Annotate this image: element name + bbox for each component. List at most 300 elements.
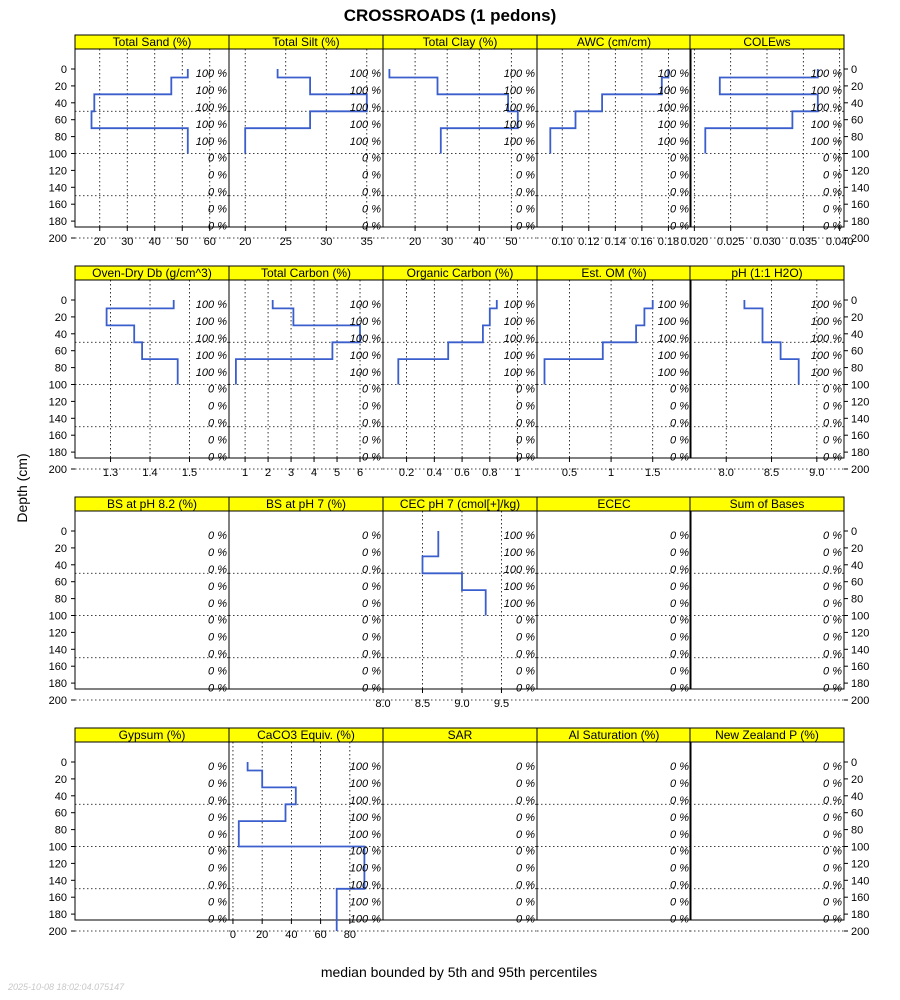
y-tick-label: 80 <box>54 593 67 606</box>
y-tick-label: 180 <box>851 447 870 460</box>
x-tick-label: 4 <box>310 467 318 479</box>
y-tick-label: 140 <box>48 875 67 888</box>
pct-label: 100 % <box>349 68 381 81</box>
pct-label: 0 % <box>823 913 842 926</box>
panel-strip-label: Al Saturation (%) <box>568 728 660 742</box>
y-tick-label: 200 <box>48 233 67 245</box>
pct-label: 100 % <box>810 85 842 98</box>
pct-label: 0 % <box>516 682 535 695</box>
x-tick-label: 0.10 <box>551 236 573 248</box>
pct-label: 0 % <box>823 665 842 678</box>
pct-label: 100 % <box>349 845 381 858</box>
pct-label: 0 % <box>208 417 227 430</box>
x-tick-label: 0.18 <box>657 236 680 248</box>
pct-label: 0 % <box>516 631 535 644</box>
y-tick-label: 40 <box>851 559 864 572</box>
profile-line <box>398 300 497 385</box>
pct-label: 100 % <box>503 333 535 346</box>
pct-label: 100 % <box>349 85 381 98</box>
y-tick-label: 60 <box>54 807 67 820</box>
pct-label: 0 % <box>823 828 842 841</box>
y-tick-label: 40 <box>54 328 67 341</box>
pct-label: 100 % <box>503 102 535 115</box>
pct-label: 100 % <box>195 135 227 148</box>
pct-label: 0 % <box>208 862 227 875</box>
y-tick-label: 0 <box>851 295 858 307</box>
panel-frame <box>537 511 691 689</box>
pct-label: 0 % <box>670 648 689 661</box>
x-tick-label: 0.2 <box>398 467 415 479</box>
x-tick-label: 0.6 <box>454 467 470 479</box>
pct-label: 0 % <box>823 682 842 695</box>
pct-label: 0 % <box>362 434 381 447</box>
pct-label: 100 % <box>349 879 381 892</box>
panel-frame <box>690 511 844 689</box>
pct-label: 100 % <box>503 564 535 577</box>
y-tick-label: 60 <box>851 114 864 127</box>
pct-label: 0 % <box>823 631 842 644</box>
pct-label: 0 % <box>823 383 842 396</box>
pct-label: 0 % <box>208 761 227 774</box>
timestamp: 2025-10-08 18:02:04.075147 <box>8 982 125 992</box>
y-tick-label: 20 <box>54 542 67 555</box>
pct-label: 100 % <box>195 102 227 115</box>
pct-label: 0 % <box>823 761 842 774</box>
x-tick-label: 80 <box>343 929 356 941</box>
x-tick-label: 1.4 <box>142 467 158 479</box>
y-tick-label: 40 <box>851 328 864 341</box>
y-tick-label: 100 <box>851 148 870 161</box>
y-tick-label: 60 <box>54 114 67 127</box>
panel-18 <box>537 728 691 931</box>
pct-label: 0 % <box>516 648 535 661</box>
profile-line <box>389 69 517 154</box>
y-tick-label: 200 <box>851 926 870 938</box>
pct-label: 0 % <box>362 682 381 695</box>
pct-label: 0 % <box>208 648 227 661</box>
pct-label: 0 % <box>362 417 381 430</box>
y-tick-label: 0 <box>851 64 858 76</box>
pct-label: 0 % <box>362 597 381 610</box>
pct-label: 0 % <box>208 614 227 627</box>
pct-label: 0 % <box>823 778 842 791</box>
pct-label: 0 % <box>362 186 381 199</box>
pct-label: 0 % <box>823 203 842 216</box>
x-tick-label: 0.020 <box>680 236 709 248</box>
y-tick-label: 20 <box>851 773 864 786</box>
pct-label: 0 % <box>362 665 381 678</box>
pct-label: 0 % <box>670 417 689 430</box>
x-tick-label: 20 <box>93 236 106 248</box>
y-tick-label: 160 <box>48 199 67 212</box>
pct-label: 0 % <box>670 828 689 841</box>
panel-16 <box>229 728 383 941</box>
pct-label: 100 % <box>195 299 227 312</box>
panel-strip-label: Total Sand (%) <box>112 35 192 49</box>
y-tick-label: 120 <box>851 396 870 409</box>
y-tick-label: 80 <box>851 362 864 375</box>
y-tick-label: 140 <box>48 413 67 426</box>
panel-15 <box>49 728 229 938</box>
y-tick-label: 60 <box>851 345 864 358</box>
pct-label: 0 % <box>670 451 689 464</box>
pct-label: 0 % <box>208 580 227 593</box>
panel-strip-label: CEC pH 7 (cmol[+]/kg) <box>399 497 521 511</box>
pct-label: 0 % <box>516 896 535 909</box>
pct-label: 100 % <box>195 118 227 131</box>
x-tick-label: 8.5 <box>763 467 780 479</box>
x-tick-label: 0.16 <box>631 236 653 248</box>
pct-label: 100 % <box>349 349 381 362</box>
panel-17 <box>383 728 537 931</box>
pct-label: 0 % <box>516 795 535 808</box>
x-tick-label: 40 <box>148 236 161 248</box>
panel-9 <box>690 266 869 479</box>
pct-label: 0 % <box>362 631 381 644</box>
panel-14 <box>690 497 869 707</box>
pct-label: 0 % <box>208 631 227 644</box>
pct-label: 0 % <box>516 383 535 396</box>
pct-label: 0 % <box>208 828 227 841</box>
pct-label: 100 % <box>349 299 381 312</box>
x-axis-label: median bounded by 5th and 95th percentiles <box>320 964 598 980</box>
y-tick-label: 100 <box>851 841 870 854</box>
pct-label: 0 % <box>823 220 842 233</box>
pct-label: 0 % <box>362 580 381 593</box>
panel-strip-label: Total Silt (%) <box>272 35 340 49</box>
y-tick-label: 180 <box>48 678 67 691</box>
y-tick-label: 0 <box>60 526 67 538</box>
pct-label: 100 % <box>810 68 842 81</box>
panel-strip-label: New Zealand P (%) <box>715 728 819 742</box>
pct-label: 0 % <box>670 778 689 791</box>
y-tick-label: 100 <box>48 379 67 392</box>
x-tick-label: 30 <box>121 236 134 248</box>
pct-label: 0 % <box>208 152 227 165</box>
panel-10 <box>49 497 229 707</box>
pct-label: 100 % <box>810 349 842 362</box>
y-tick-label: 20 <box>54 311 67 324</box>
panel-strip-label: SAR <box>447 728 473 742</box>
y-tick-label: 120 <box>851 627 870 640</box>
pct-label: 0 % <box>670 682 689 695</box>
pct-label: 0 % <box>362 152 381 165</box>
panel-strip-label: CaCO3 Equiv. (%) <box>257 728 355 742</box>
panel-strip-label: Total Carbon (%) <box>260 266 352 280</box>
panel-6 <box>229 266 383 479</box>
pct-label: 0 % <box>516 220 535 233</box>
y-tick-label: 200 <box>48 464 67 476</box>
y-tick-label: 180 <box>48 447 67 460</box>
y-tick-label: 180 <box>48 216 67 229</box>
chart-title: CROSSROADS (1 pedons) <box>343 6 557 25</box>
pct-label: 100 % <box>657 85 689 98</box>
y-tick-label: 140 <box>851 413 870 426</box>
pct-label: 0 % <box>823 879 842 892</box>
pct-label: 0 % <box>823 186 842 199</box>
panel-5 <box>49 266 229 479</box>
y-tick-label: 60 <box>54 345 67 358</box>
panel-strip-label: Organic Carbon (%) <box>406 266 514 280</box>
pct-label: 0 % <box>516 152 535 165</box>
y-tick-label: 0 <box>851 526 858 538</box>
pct-label: 100 % <box>349 811 381 824</box>
panel-grid <box>49 35 870 941</box>
pct-label: 100 % <box>810 366 842 379</box>
panel-2 <box>383 35 537 248</box>
x-tick-label: 9.0 <box>809 467 825 479</box>
profile-line <box>545 300 653 385</box>
pct-label: 100 % <box>503 547 535 560</box>
panel-0 <box>49 35 229 248</box>
pct-label: 100 % <box>195 349 227 362</box>
pct-label: 100 % <box>349 333 381 346</box>
y-tick-label: 120 <box>851 858 870 871</box>
pct-label: 0 % <box>823 547 842 560</box>
pct-label: 100 % <box>195 68 227 81</box>
x-tick-label: 0.14 <box>604 236 627 248</box>
pct-label: 0 % <box>823 862 842 875</box>
pct-label: 0 % <box>670 795 689 808</box>
pct-label: 100 % <box>349 761 381 774</box>
panel-strip-label: COLEws <box>743 35 791 49</box>
y-tick-label: 20 <box>851 80 864 93</box>
pct-label: 100 % <box>503 135 535 148</box>
pct-label: 100 % <box>349 778 381 791</box>
panel-strip-label: BS at pH 7 (%) <box>265 497 347 511</box>
pct-label: 100 % <box>503 349 535 362</box>
pct-label: 100 % <box>657 316 689 329</box>
panel-frame <box>383 742 537 920</box>
x-tick-label: 60 <box>203 236 216 248</box>
pct-label: 0 % <box>823 451 842 464</box>
pct-label: 100 % <box>349 118 381 131</box>
y-tick-label: 200 <box>48 695 67 707</box>
x-tick-label: 20 <box>256 929 269 941</box>
pct-label: 0 % <box>516 845 535 858</box>
panel-4 <box>681 35 870 248</box>
pct-label: 100 % <box>503 85 535 98</box>
pct-label: 100 % <box>503 68 535 81</box>
y-tick-label: 160 <box>851 661 870 674</box>
y-tick-label: 140 <box>851 875 870 888</box>
y-tick-label: 160 <box>851 199 870 212</box>
panel-strip-label: Oven-Dry Db (g/cm^3) <box>92 266 212 280</box>
pct-label: 100 % <box>195 85 227 98</box>
pct-label: 100 % <box>810 118 842 131</box>
panel-13 <box>537 497 691 700</box>
y-tick-label: 20 <box>851 311 864 324</box>
pct-label: 0 % <box>670 896 689 909</box>
pct-label: 0 % <box>516 778 535 791</box>
y-tick-label: 20 <box>851 542 864 555</box>
x-tick-label: 40 <box>473 236 486 248</box>
pct-label: 0 % <box>362 547 381 560</box>
pct-label: 0 % <box>670 547 689 560</box>
y-tick-label: 40 <box>54 790 67 803</box>
pct-label: 0 % <box>516 811 535 824</box>
x-tick-label: 2 <box>265 467 272 479</box>
pct-label: 100 % <box>349 862 381 875</box>
pct-label: 0 % <box>516 169 535 182</box>
pct-label: 0 % <box>670 845 689 858</box>
pct-label: 0 % <box>208 682 227 695</box>
pct-label: 100 % <box>503 580 535 593</box>
y-tick-label: 200 <box>851 464 870 476</box>
panel-strip-label: Total Clay (%) <box>422 35 498 49</box>
x-tick-label: 6 <box>356 467 364 479</box>
pct-label: 0 % <box>362 220 381 233</box>
x-tick-label: 0.8 <box>482 467 498 479</box>
pct-label: 100 % <box>349 913 381 926</box>
pct-label: 0 % <box>823 648 842 661</box>
y-tick-label: 80 <box>54 824 67 837</box>
pct-label: 0 % <box>823 795 842 808</box>
x-tick-label: 9.0 <box>454 698 470 710</box>
pct-label: 100 % <box>657 366 689 379</box>
pct-label: 0 % <box>362 451 381 464</box>
y-tick-label: 40 <box>851 97 864 110</box>
y-tick-label: 0 <box>60 757 67 769</box>
y-tick-label: 80 <box>851 131 864 144</box>
pct-label: 0 % <box>516 186 535 199</box>
pct-label: 0 % <box>670 597 689 610</box>
pct-label: 100 % <box>503 118 535 131</box>
y-tick-label: 140 <box>851 644 870 657</box>
y-tick-label: 140 <box>851 182 870 195</box>
y-tick-label: 80 <box>851 593 864 606</box>
x-tick-label: 1 <box>514 467 521 479</box>
pct-label: 100 % <box>349 102 381 115</box>
pct-label: 0 % <box>208 530 227 543</box>
y-tick-label: 160 <box>48 430 67 443</box>
pct-label: 100 % <box>810 135 842 148</box>
pct-label: 100 % <box>349 896 381 909</box>
pct-label: 0 % <box>208 811 227 824</box>
panel-8 <box>537 266 691 479</box>
pct-label: 100 % <box>349 135 381 148</box>
pct-label: 0 % <box>823 400 842 413</box>
pct-label: 0 % <box>208 665 227 678</box>
pct-label: 0 % <box>208 434 227 447</box>
pct-label: 100 % <box>195 316 227 329</box>
pct-label: 100 % <box>657 118 689 131</box>
y-tick-label: 100 <box>851 379 870 392</box>
pct-label: 0 % <box>823 597 842 610</box>
pct-label: 100 % <box>657 102 689 115</box>
pct-label: 0 % <box>516 879 535 892</box>
pct-label: 100 % <box>349 366 381 379</box>
x-tick-label: 50 <box>176 236 189 248</box>
panel-strip-label: ECEC <box>597 497 631 511</box>
pct-label: 0 % <box>823 896 842 909</box>
y-tick-label: 200 <box>48 926 67 938</box>
y-tick-label: 100 <box>48 148 67 161</box>
y-tick-label: 20 <box>54 80 67 93</box>
pct-label: 0 % <box>670 530 689 543</box>
x-tick-label: 5 <box>333 467 341 479</box>
pct-label: 100 % <box>810 299 842 312</box>
pct-label: 0 % <box>208 564 227 577</box>
pct-label: 0 % <box>670 169 689 182</box>
pct-label: 0 % <box>208 186 227 199</box>
x-tick-label: 1 <box>608 467 615 479</box>
pct-label: 100 % <box>657 68 689 81</box>
pct-label: 0 % <box>823 530 842 543</box>
y-tick-label: 200 <box>851 233 870 245</box>
y-tick-label: 20 <box>54 773 67 786</box>
y-tick-label: 60 <box>851 807 864 820</box>
pct-label: 100 % <box>657 349 689 362</box>
y-tick-label: 0 <box>60 295 67 307</box>
pct-label: 0 % <box>516 862 535 875</box>
pct-label: 0 % <box>823 152 842 165</box>
pct-label: 0 % <box>670 400 689 413</box>
x-tick-label: 0.025 <box>716 236 745 248</box>
pct-label: 0 % <box>670 811 689 824</box>
y-tick-label: 60 <box>54 576 67 589</box>
x-tick-label: 40 <box>285 929 298 941</box>
panel-3 <box>537 35 691 248</box>
pct-label: 0 % <box>208 383 227 396</box>
pct-label: 0 % <box>670 564 689 577</box>
pct-label: 0 % <box>516 203 535 216</box>
pct-label: 0 % <box>516 417 535 430</box>
y-tick-label: 180 <box>851 678 870 691</box>
pct-label: 100 % <box>657 135 689 148</box>
y-tick-label: 100 <box>851 610 870 623</box>
panel-7 <box>383 266 537 479</box>
pct-label: 0 % <box>362 203 381 216</box>
pct-label: 100 % <box>503 366 535 379</box>
x-tick-label: 1.3 <box>102 467 119 479</box>
panel-strip-label: AWC (cm/cm) <box>576 35 652 49</box>
pct-label: 0 % <box>362 383 381 396</box>
panel-strip-label: Sum of Bases <box>729 497 805 511</box>
pct-label: 0 % <box>670 152 689 165</box>
x-tick-label: 20 <box>239 236 252 248</box>
profile-line <box>239 762 365 931</box>
y-tick-label: 80 <box>54 131 67 144</box>
pct-label: 0 % <box>208 451 227 464</box>
panel-12 <box>375 497 537 710</box>
pct-label: 0 % <box>362 530 381 543</box>
pct-label: 0 % <box>670 631 689 644</box>
panel-frame <box>690 742 844 920</box>
pct-label: 100 % <box>503 299 535 312</box>
pct-label: 0 % <box>670 186 689 199</box>
pct-label: 0 % <box>208 547 227 560</box>
x-tick-label: 3 <box>287 467 295 479</box>
y-tick-label: 40 <box>851 790 864 803</box>
y-tick-label: 40 <box>54 97 67 110</box>
panel-1 <box>229 35 383 248</box>
y-tick-label: 120 <box>48 627 67 640</box>
pct-label: 0 % <box>208 879 227 892</box>
pct-label: 0 % <box>362 614 381 627</box>
pct-label: 100 % <box>810 316 842 329</box>
pct-label: 0 % <box>208 597 227 610</box>
pct-label: 100 % <box>349 316 381 329</box>
y-tick-label: 160 <box>851 430 870 443</box>
pct-label: 0 % <box>823 564 842 577</box>
y-tick-label: 180 <box>851 909 870 922</box>
pct-label: 0 % <box>516 665 535 678</box>
pct-label: 0 % <box>670 580 689 593</box>
pct-label: 0 % <box>362 169 381 182</box>
pct-label: 0 % <box>516 614 535 627</box>
pct-label: 0 % <box>208 845 227 858</box>
